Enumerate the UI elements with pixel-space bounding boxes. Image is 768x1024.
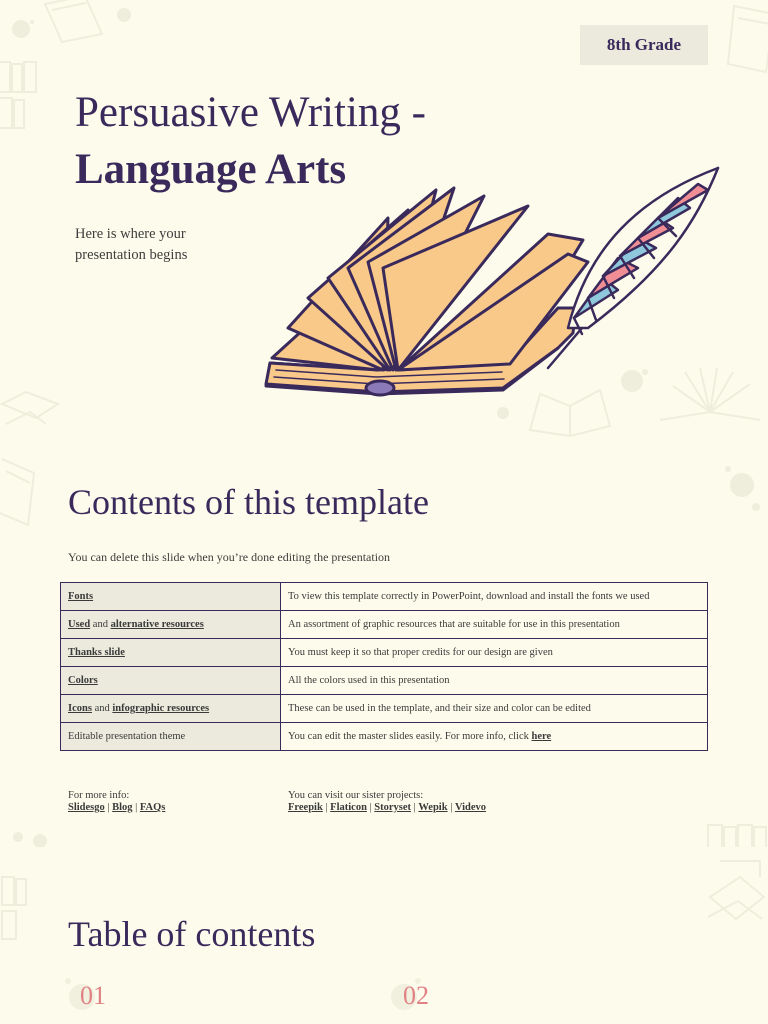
freepik-link[interactable]: Freepik <box>288 802 323 813</box>
table-of-contents-slide <box>0 847 768 1024</box>
alternative-resources-link[interactable]: alternative resources <box>110 619 204 630</box>
sister-projects-heading: You can visit our sister projects: <box>288 790 424 801</box>
infographic-resources-link[interactable]: infographic resources <box>112 703 210 714</box>
title-line-1: Persuasive Writing - <box>75 89 426 136</box>
book-doodle-icon <box>0 449 42 529</box>
table-row <box>61 667 708 695</box>
table-cell: All the colors used in this presentation <box>281 667 708 695</box>
open-book-doodle-icon <box>0 384 66 437</box>
theme-desc: You can edit the master slides easily. For more info, click <box>288 731 529 742</box>
more-info-heading: For more info: <box>68 790 130 801</box>
colors-link[interactable]: Colors <box>68 675 98 686</box>
separator: | <box>107 802 110 813</box>
toc-item-number[interactable]: 01 <box>80 981 106 1010</box>
here-link[interactable]: here <box>531 731 552 742</box>
subtitle: Here is where your presentation begins <box>75 226 188 263</box>
bookshelf-doodle-icon <box>0 54 42 134</box>
title-slide <box>0 0 768 437</box>
and-text: and <box>94 703 110 714</box>
table-row <box>61 611 708 639</box>
flaticon-link[interactable]: Flaticon <box>330 802 367 813</box>
contents-slide <box>0 437 768 847</box>
contents-title: Contents of this template <box>68 482 429 522</box>
title-line-2: Language Arts <box>75 146 347 193</box>
book-doodle-icon <box>720 0 768 80</box>
bookshelf-doodle-icon <box>0 873 40 943</box>
table-cell: An assortment of graphic resources that are suitable for use in this presentation <box>281 611 708 639</box>
more-info-block <box>68 790 165 814</box>
contents-note: You can delete this slide when you’re done editing the presentation <box>68 550 391 564</box>
ink-splat-icon <box>10 829 50 847</box>
ink-splat-icon <box>115 6 133 24</box>
ink-splat-icon <box>8 16 34 42</box>
sister-projects-block <box>288 790 486 814</box>
table-row <box>61 639 708 667</box>
toc-item-number[interactable]: 02 <box>403 981 429 1010</box>
thanks-slide-link[interactable]: Thanks slide <box>68 647 125 658</box>
table-row <box>61 695 708 723</box>
storyset-link[interactable]: Storyset <box>374 802 412 813</box>
open-book-doodle-icon <box>700 857 768 947</box>
bookshelf-doodle-icon <box>702 823 768 847</box>
separator: | <box>369 802 372 813</box>
separator: | <box>450 802 453 813</box>
icons-link[interactable]: Icons <box>68 703 92 714</box>
table-cell: These can be used in the template, and their size and color can be edited <box>281 695 708 723</box>
toc-title: Table of contents <box>68 914 316 954</box>
used-link[interactable]: Used <box>68 619 91 630</box>
separator: | <box>135 802 138 813</box>
separator: | <box>413 802 416 813</box>
book-doodle-icon <box>40 0 110 44</box>
resources-table <box>60 582 708 751</box>
book-and-feather-illustration <box>258 158 733 408</box>
table-row <box>61 723 708 751</box>
and-text: and <box>92 619 108 630</box>
wepik-link[interactable]: Wepik <box>418 802 448 813</box>
fonts-link[interactable]: Fonts <box>68 591 94 602</box>
table-cell: To view this template correctly in PowerPoint, download and install the fonts we used <box>281 583 708 611</box>
blog-link[interactable]: Blog <box>112 802 133 813</box>
separator: | <box>325 802 328 813</box>
faqs-link[interactable]: FAQs <box>139 802 166 813</box>
table-row <box>61 583 708 611</box>
table-cell: You must keep it so that proper credits for our design are given <box>281 639 708 667</box>
slidesgo-link[interactable]: Slidesgo <box>68 802 105 813</box>
grade-badge: 8th Grade <box>580 25 708 65</box>
videvo-link[interactable]: Videvo <box>454 802 487 813</box>
table-cell: Editable presentation theme <box>61 723 281 751</box>
ink-splat-icon <box>722 465 762 515</box>
